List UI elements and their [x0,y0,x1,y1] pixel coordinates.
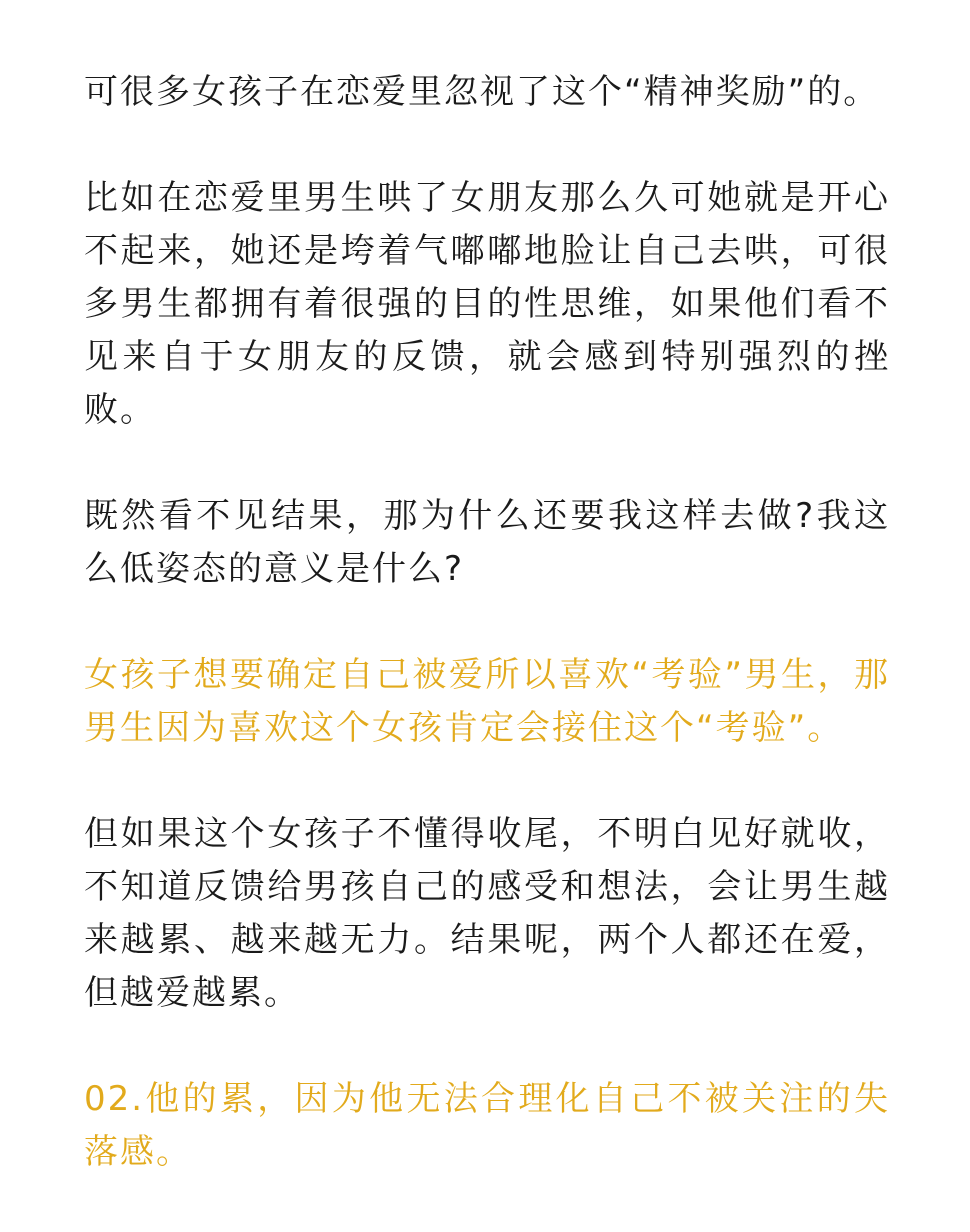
section-heading-02: 02.他的累，因为他无法合理化自己不被关注的失落感。 [84,1079,890,1172]
paragraph-1: 可很多女孩子在恋爱里忽视了这个“精神奖励”的。 [84,72,880,112]
article-body [84,66,890,1232]
paragraph-2: 比如在恋爱里男生哄了女朋友那么久可她就是开心不起来，她还是垮着气嘟嘟地脸让自己去哄，可很多男生都拥有着很强的目的性思维，如果他们看不见来自于女朋友的反馈，就会感到特别强烈的挫败。 [84,178,890,430]
paragraph-3: 既然看不见结果，那为什么还要我这样去做?我这么低姿态的意义是什么? [84,496,890,589]
highlight-paragraph-1: 女孩子想要确定自己被爱所以喜欢“考验”男生，那男生因为喜欢这个女孩肯定会接住这个“考验”。 [84,655,890,748]
paragraph-5: 但如果这个女孩子不懂得收尾，不明白见好就收，不知道反馈给男孩自己的感受和想法，会让男生越来越累、越来越无力。结果呢，两个人都还在爱，但越爱越累。 [84,814,890,1013]
